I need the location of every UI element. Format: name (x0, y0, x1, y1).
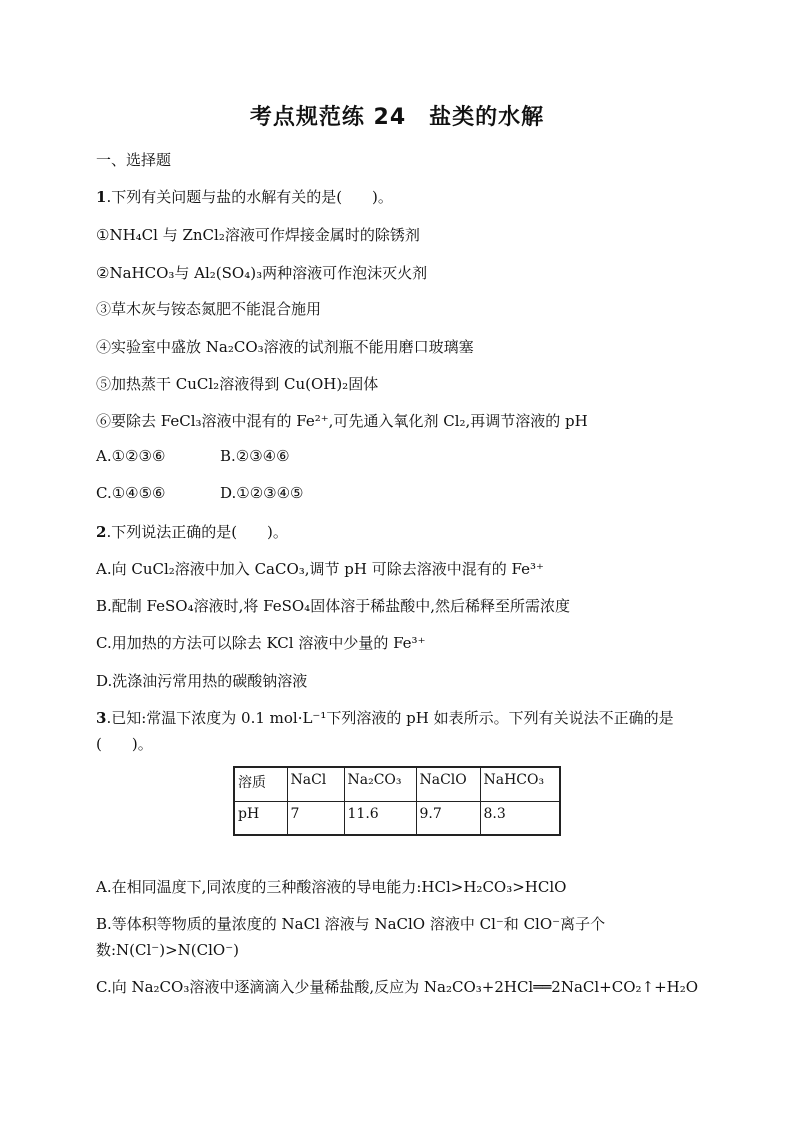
ph-table (233, 766, 561, 836)
table-cell: NaClO (416, 767, 480, 801)
q2-option-d: D.洗涤油污常用热的碳酸钠溶液 (96, 672, 308, 690)
question-3-stem (96, 707, 674, 728)
table-cell: pH (234, 801, 287, 835)
q1-statement-3: ③草木灰与铵态氮肥不能混合施用 (96, 300, 322, 318)
table-cell: 溶质 (234, 767, 287, 801)
q1-option-c: C.①④⑤⑥ (96, 484, 166, 502)
question-number: 3 (96, 709, 107, 727)
question-1-stem (96, 186, 393, 207)
question-2-stem (96, 521, 288, 542)
table-cell: NaHCO₃ (480, 767, 560, 801)
question-3-stem-cont: ( )。 (96, 735, 153, 753)
table-cell: 9.7 (416, 801, 480, 835)
q3-option-b-cont: 数:N(Cl⁻)>N(ClO⁻) (96, 941, 239, 959)
q2-option-a: A.向 CuCl₂溶液中加入 CaCO₃,调节 pH 可除去溶液中混有的 Fe³⁺ (96, 560, 544, 578)
q1-statement-1: ①NH₄Cl 与 ZnCl₂溶液可作焊接金属时的除锈剂 (96, 226, 420, 244)
q2-option-c: C.用加热的方法可以除去 KCl 溶液中少量的 Fe³⁺ (96, 634, 426, 652)
q1-statement-6: ⑥要除去 FeCl₃溶液中混有的 Fe²⁺,可先通入氧化剂 Cl₂,再调节溶液的 pH (96, 412, 588, 430)
table-cell: 11.6 (344, 801, 416, 835)
question-text: .已知:常温下浓度为 0.1 mol·L⁻¹下列溶液的 pH 如表所示。下列有关说法不正确的是 (106, 709, 674, 727)
question-number: 1 (96, 188, 107, 206)
q1-option-b: B.②③④⑥ (220, 447, 290, 465)
q1-option-a: A.①②③⑥ (96, 447, 166, 465)
q3-option-a: A.在相同温度下,同浓度的三种酸溶液的导电能力:HCl>H₂CO₃>HClO (96, 878, 567, 896)
section-heading: 一、选择题 (96, 151, 172, 169)
q1-statement-4: ④实验室中盛放 Na₂CO₃溶液的试剂瓶不能用磨口玻璃塞 (96, 338, 474, 356)
table-cell: NaCl (287, 767, 344, 801)
table-cell: 8.3 (480, 801, 560, 835)
q1-option-d: D.①②③④⑤ (220, 484, 304, 502)
q1-statement-5: ⑤加热蒸干 CuCl₂溶液得到 Cu(OH)₂固体 (96, 375, 379, 393)
question-number: 2 (96, 523, 107, 541)
question-text: .下列说法正确的是( )。 (106, 523, 288, 541)
q2-option-b: B.配制 FeSO₄溶液时,将 FeSO₄固体溶于稀盐酸中,然后稀释至所需浓度 (96, 597, 570, 615)
table-row (234, 801, 560, 835)
q3-option-b: B.等体积等物质的量浓度的 NaCl 溶液与 NaClO 溶液中 Cl⁻和 ClO⁻离子个 (96, 915, 606, 933)
table-row (234, 767, 560, 801)
table-cell: Na₂CO₃ (344, 767, 416, 801)
table-cell: 7 (287, 801, 344, 835)
page-title: 考点规范练 24 盐类的水解 (249, 105, 545, 130)
q1-statement-2: ②NaHCO₃与 Al₂(SO₄)₃两种溶液可作泡沫灭火剂 (96, 264, 428, 282)
q3-option-c: C.向 Na₂CO₃溶液中逐滴滴入少量稀盐酸,反应为 Na₂CO₃+2HCl══2NaCl+CO₂↑+H₂O (96, 978, 699, 996)
question-text: .下列有关问题与盐的水解有关的是( )。 (106, 188, 393, 206)
